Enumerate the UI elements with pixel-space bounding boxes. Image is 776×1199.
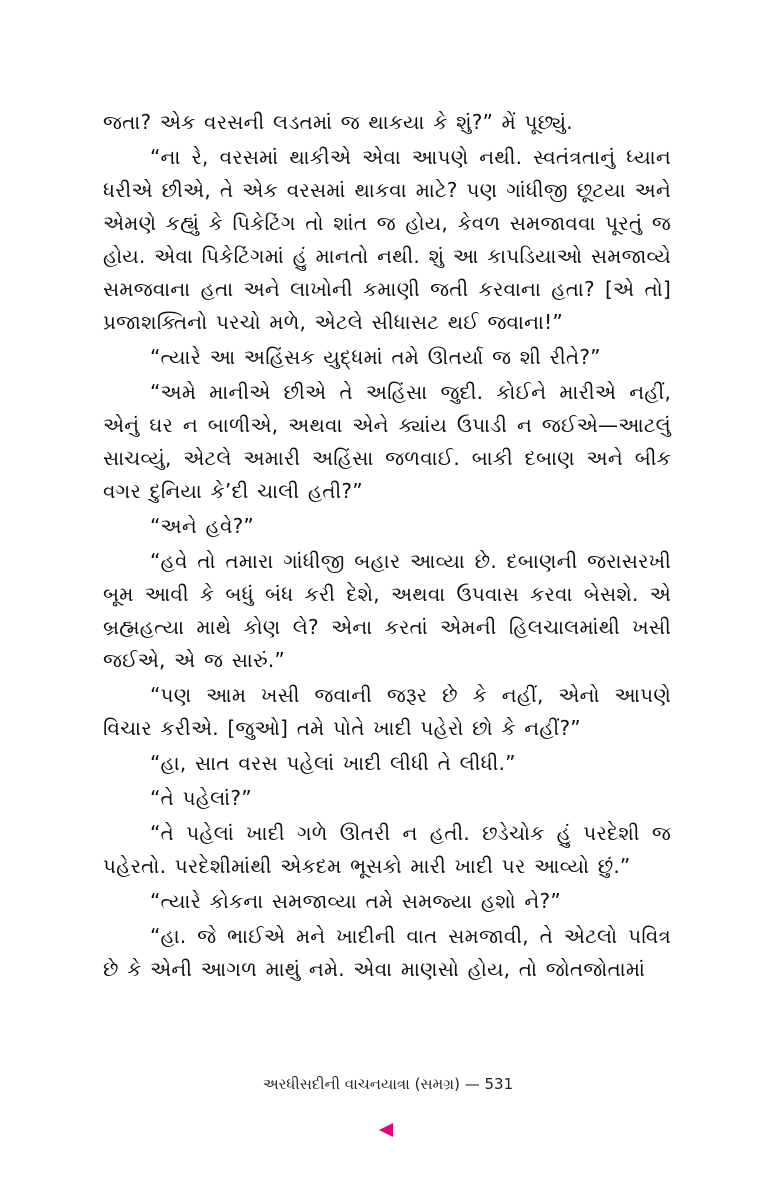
paragraph-2: “ના રે, વરસમાં થાકીએ એવા આપણે નથી. સ્વતંત્રતાનું ધ્યાન ધરીએ છીએ, તે એક વરસમાં થાકવા માટે? પણ ગાંધીજી છૂટયા અને એમણે કહ્યું કે પિકેટિંગ તો શાંત જ હોય, કેવળ સમજાવવા પૂરતું જ હોય. એવા પિકેટિંગમાં હું માનતો નથી. શું આ કાપડિયાઓ સમજાવ્યે સમજવાના હતા અને લાખોની કમાણી જતી કરવાના હતા? [એ તો] પ્રજાશક્તિનો પરચો મળે, એટલે સીધાસટ થઈ જવાના!”	[103, 145, 671, 334]
page-footer: અરધીસદીની વાચનયાત્રા (સમગ્ર) — 531	[262, 1075, 514, 1093]
paragraph-5: “અને હવે?”	[150, 514, 254, 538]
paragraph-9: “તે પહેલાં?”	[150, 786, 252, 810]
paragraph-12: “હા. જે ભાઈએ મને ખાદીની વાત સમજાવી, તે એટલો પવિત્ર છે કે એની આગળ માથું નમે. એવા માણસો હોય, તો જોતજોતામાં	[103, 924, 671, 981]
paragraph-4: “અમે માનીએ છીએ તે અહિંસા જુદી. કોઈને મારીએ નહીં, એનું ઘર ન બાળીએ, અથવા એને ક્યાંય ઉપાડી ન જઈએ—આટલું સાચવ્યું, એટલે અમારી અહિંસા જળવાઈ. બાકી દબાણ અને બીક વગર દુનિયા કે’દી ચાલી હતી?”	[103, 380, 671, 503]
triangle-left-icon[interactable]	[379, 1123, 393, 1137]
body-text	[103, 106, 671, 988]
paragraph-7: “પણ આમ ખસી જવાની જરૂર છે કે નહીં, એનો આપણે વિચાર કરીએ. [જુઓ] તમે પોતે ખાદી પહેરો છો કે નહીં?”	[103, 683, 671, 740]
paragraph-10: “તે પહેલાં ખાદી ગળે ઊતરી ન હતી. છડેચોક હું પરદેશી જ પહેરતો. પરદેશીમાંથી એકદમ ભૂસકો મારી ખાદી પર આવ્યો છું.”	[103, 821, 671, 878]
paragraph-11: “ત્યારે કોકના સમજાવ્યા તમે સમજ્યા હશો ને?”	[150, 889, 561, 913]
paragraph-1: જતા? એક વરસની લડતમાં જ થાકયા કે શું?” મેં પૂછ્યું.	[103, 110, 573, 134]
paragraph-6: “હવે તો તમારા ગાંધીજી બહાર આવ્યા છે. દબાણની જરાસરખી બૂમ આવી કે બધું બંધ કરી દેશે, અથવા ઉપવાસ કરવા બેસશે. એ બ્રહ્મહત્યા માથે કોણ લે? એના કરતાં એમની હિલચાલમાંથી ખસી જઈએ, એ જ સારું.”	[103, 549, 671, 672]
paragraph-3: “ત્યારે આ અહિંસક યુદ્ધમાં તમે ઊતર્યા જ શી રીતે?”	[150, 345, 601, 369]
paragraph-8: “હા, સાત વરસ પહેલાં ખાદી લીધી તે લીધી.”	[150, 751, 516, 775]
